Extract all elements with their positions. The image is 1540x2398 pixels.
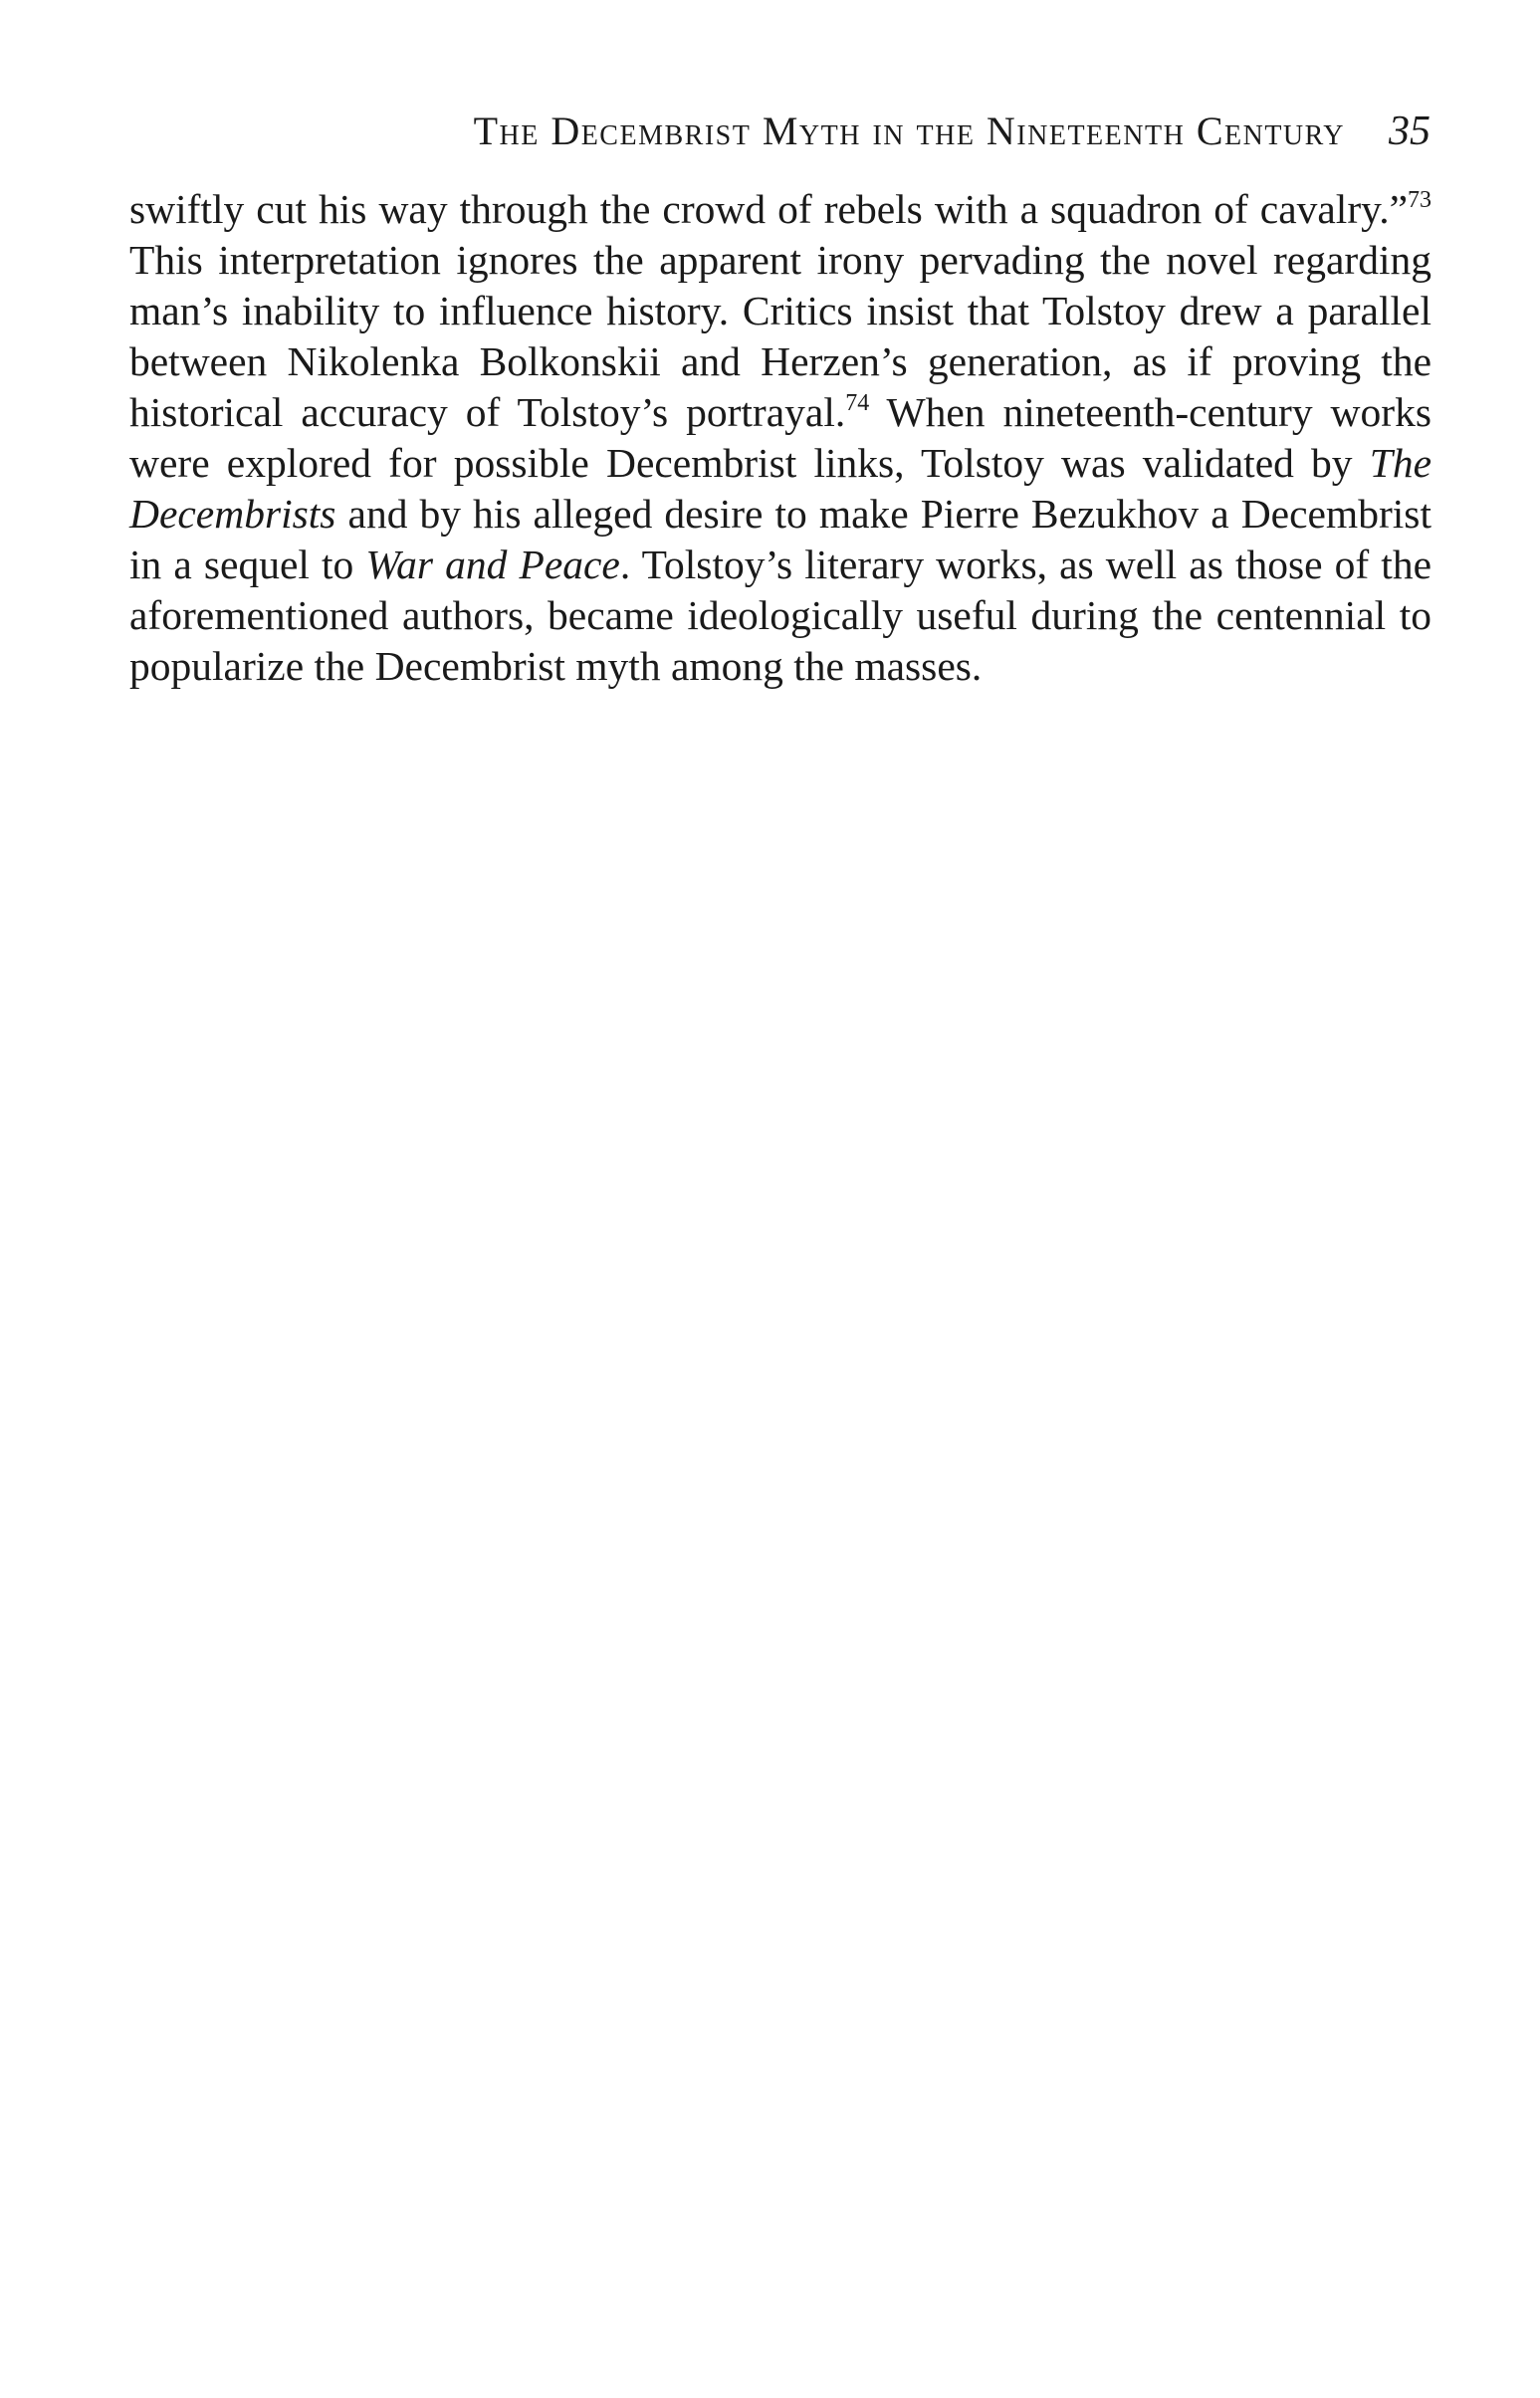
body-paragraph bbox=[129, 184, 1431, 692]
body-text-segment: When nineteenth-century works were explored for possible Decembrist links, Tolstoy was validated by bbox=[129, 389, 1431, 486]
body-text-segment: and by his alleged desire to make Pierre Bezukhov a Decembrist in a sequel to bbox=[129, 491, 1431, 587]
footnote-ref-74[interactable]: 74 bbox=[845, 390, 870, 416]
book-title-war-and-peace: War and Peace bbox=[365, 542, 620, 587]
page-number: 35 bbox=[1389, 109, 1430, 154]
running-title: The Decembrist Myth in the Nineteenth Century bbox=[473, 109, 1345, 153]
body-text-segment: This interpretation ignores the apparent irony pervading the novel regarding man’s inability to influence history. Critics insist that Tolstoy drew a parallel between Nikolenka Bolkonskii and Herzen’s generation, as if proving the historical accuracy of Tolstoy’s portrayal. bbox=[129, 237, 1431, 435]
footnote-ref-73[interactable]: 73 bbox=[1408, 187, 1431, 213]
book-title-the-decembrists: The Decembrists bbox=[129, 440, 1431, 537]
body-text-segment: swiftly cut his way through the crowd of rebels with a squadron of cavalry.” bbox=[129, 186, 1408, 232]
running-head bbox=[129, 108, 1430, 167]
body-text-segment: . Tolstoy’s literary works, as well as those of the aforementioned authors, became ideologically useful during the centennial to popularize the Decembrist myth among the masses. bbox=[129, 542, 1431, 689]
